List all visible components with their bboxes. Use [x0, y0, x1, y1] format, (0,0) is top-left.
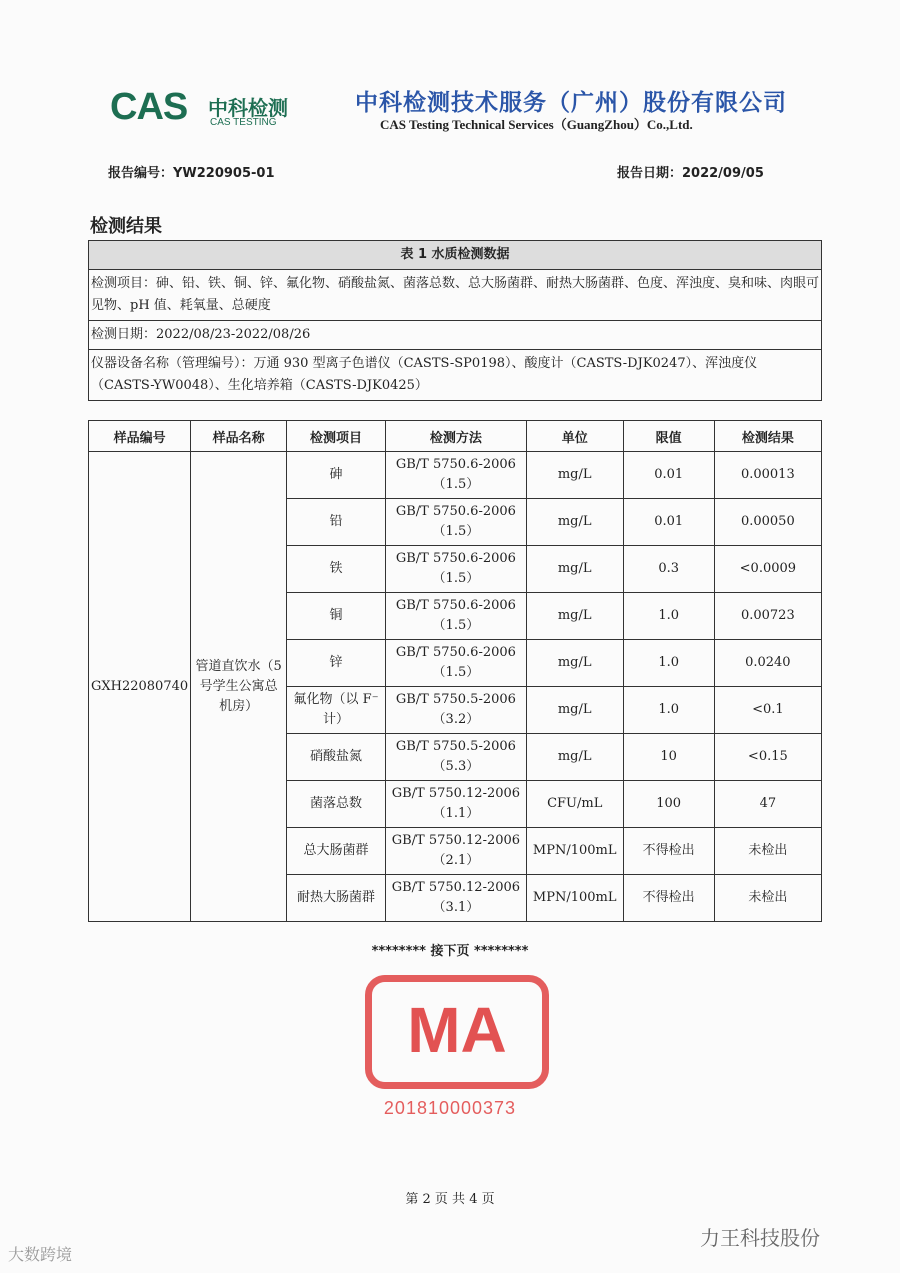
cell-limit: 1.0 — [623, 640, 714, 687]
cell-item: 铁 — [287, 546, 386, 593]
cell-unit: mg/L — [526, 593, 623, 640]
cell-item: 耐热大肠菌群 — [287, 875, 386, 922]
table-row — [89, 452, 822, 499]
cell-item: 硝酸盐氮 — [287, 734, 386, 781]
cell-result: 0.00050 — [714, 499, 821, 546]
sample-id: GXH22080740 — [89, 452, 191, 922]
cell-method: GB/T 5750.12-2006（1.1） — [386, 781, 527, 828]
company-name-en: CAS Testing Technical Services（GuangZhou）Co.,Ltd. — [380, 117, 693, 132]
cell-item: 铜 — [287, 593, 386, 640]
column-header: 检测方法 — [386, 421, 527, 452]
section-title: 检测结果 — [90, 216, 162, 237]
company-name-cn: 中科检测技术服务（广州）股份有限公司 — [355, 90, 787, 116]
cell-unit: mg/L — [526, 734, 623, 781]
cell-limit: 0.3 — [623, 546, 714, 593]
cell-result: <0.0009 — [714, 546, 821, 593]
corner-watermark: 大数跨境 — [8, 1245, 73, 1264]
cell-item: 菌落总数 — [287, 781, 386, 828]
cell-result: 未检出 — [714, 828, 821, 875]
column-header: 样品名称 — [191, 421, 287, 452]
cell-method: GB/T 5750.6-2006（1.5） — [386, 452, 527, 499]
cell-result: <0.1 — [714, 687, 821, 734]
cell-limit: 不得检出 — [623, 875, 714, 922]
test-items: 检测项目：砷、铅、铁、铜、锌、氟化物、硝酸盐氮、菌落总数、总大肠菌群、耐热大肠菌群、色度、浑浊度、臭和味、肉眼可见物、pH 值、耗氧量、总硬度 — [89, 270, 822, 321]
stamp-number: 201810000373 — [383, 1098, 517, 1118]
cell-method: GB/T 5750.5-2006（5.3） — [386, 734, 527, 781]
cell-limit: 1.0 — [623, 687, 714, 734]
column-header: 单位 — [526, 421, 623, 452]
cell-item: 铅 — [287, 499, 386, 546]
sample-name: 管道直饮水（5 号学生公寓总机房） — [191, 452, 287, 922]
cell-result: <0.15 — [714, 734, 821, 781]
table-title: 表 1 水质检测数据 — [89, 241, 822, 270]
wechat-watermark: 力王科技股份 — [700, 1226, 820, 1250]
cell-item: 氟化物（以 F⁻计） — [287, 687, 386, 734]
test-date: 检测日期：2022/08/23-2022/08/26 — [89, 321, 822, 350]
cell-unit: mg/L — [526, 452, 623, 499]
equipment: 仪器设备名称（管理编号）：万通 930 型离子色谱仪（CASTS-SP0198）、酸度计（CASTS-DJK0247）、浑浊度仪（CASTS-YW0048）、生化培养箱（CASTS-DJK0425） — [89, 350, 822, 401]
cell-result: 0.00723 — [714, 593, 821, 640]
column-header: 限值 — [623, 421, 714, 452]
cell-item: 总大肠菌群 — [287, 828, 386, 875]
column-header: 样品编号 — [89, 421, 191, 452]
report-number: 报告编号：YW220905-01 — [108, 166, 275, 181]
cell-method: GB/T 5750.6-2006（1.5） — [386, 546, 527, 593]
cell-limit: 0.01 — [623, 499, 714, 546]
cell-limit: 0.01 — [623, 452, 714, 499]
cell-limit: 10 — [623, 734, 714, 781]
cell-method: GB/T 5750.6-2006（1.5） — [386, 640, 527, 687]
cell-result: 0.0240 — [714, 640, 821, 687]
cell-method: GB/T 5750.5-2006（3.2） — [386, 687, 527, 734]
cell-result: 0.00013 — [714, 452, 821, 499]
cell-result: 47 — [714, 781, 821, 828]
page-number: 第 2 页 共 4 页 — [405, 1192, 495, 1207]
cell-item: 锌 — [287, 640, 386, 687]
cell-method: GB/T 5750.6-2006（1.5） — [386, 499, 527, 546]
cell-method: GB/T 5750.6-2006（1.5） — [386, 593, 527, 640]
cell-limit: 1.0 — [623, 593, 714, 640]
continued-note: ******** 接下页 ******** — [371, 944, 529, 959]
cas-logo: CAS — [110, 86, 188, 128]
cell-unit: MPN/100mL — [526, 828, 623, 875]
column-header: 检测结果 — [714, 421, 821, 452]
cell-unit: mg/L — [526, 499, 623, 546]
info-table — [88, 240, 822, 401]
cell-unit: mg/L — [526, 687, 623, 734]
cell-item: 砷 — [287, 452, 386, 499]
cell-unit: CFU/mL — [526, 781, 623, 828]
cell-result: 未检出 — [714, 875, 821, 922]
cell-method: GB/T 5750.12-2006（3.1） — [386, 875, 527, 922]
results-table — [88, 420, 822, 922]
logo-cn-text: 中科检测 — [208, 96, 288, 120]
report-date: 报告日期：2022/09/05 — [617, 166, 764, 181]
cell-unit: MPN/100mL — [526, 875, 623, 922]
cell-method: GB/T 5750.12-2006（2.1） — [386, 828, 527, 875]
cell-limit: 不得检出 — [623, 828, 714, 875]
cell-unit: mg/L — [526, 640, 623, 687]
cma-stamp: MA — [365, 975, 549, 1089]
cell-unit: mg/L — [526, 546, 623, 593]
column-header: 检测项目 — [287, 421, 386, 452]
logo-en-text: CAS TESTING — [210, 117, 277, 128]
cell-limit: 100 — [623, 781, 714, 828]
